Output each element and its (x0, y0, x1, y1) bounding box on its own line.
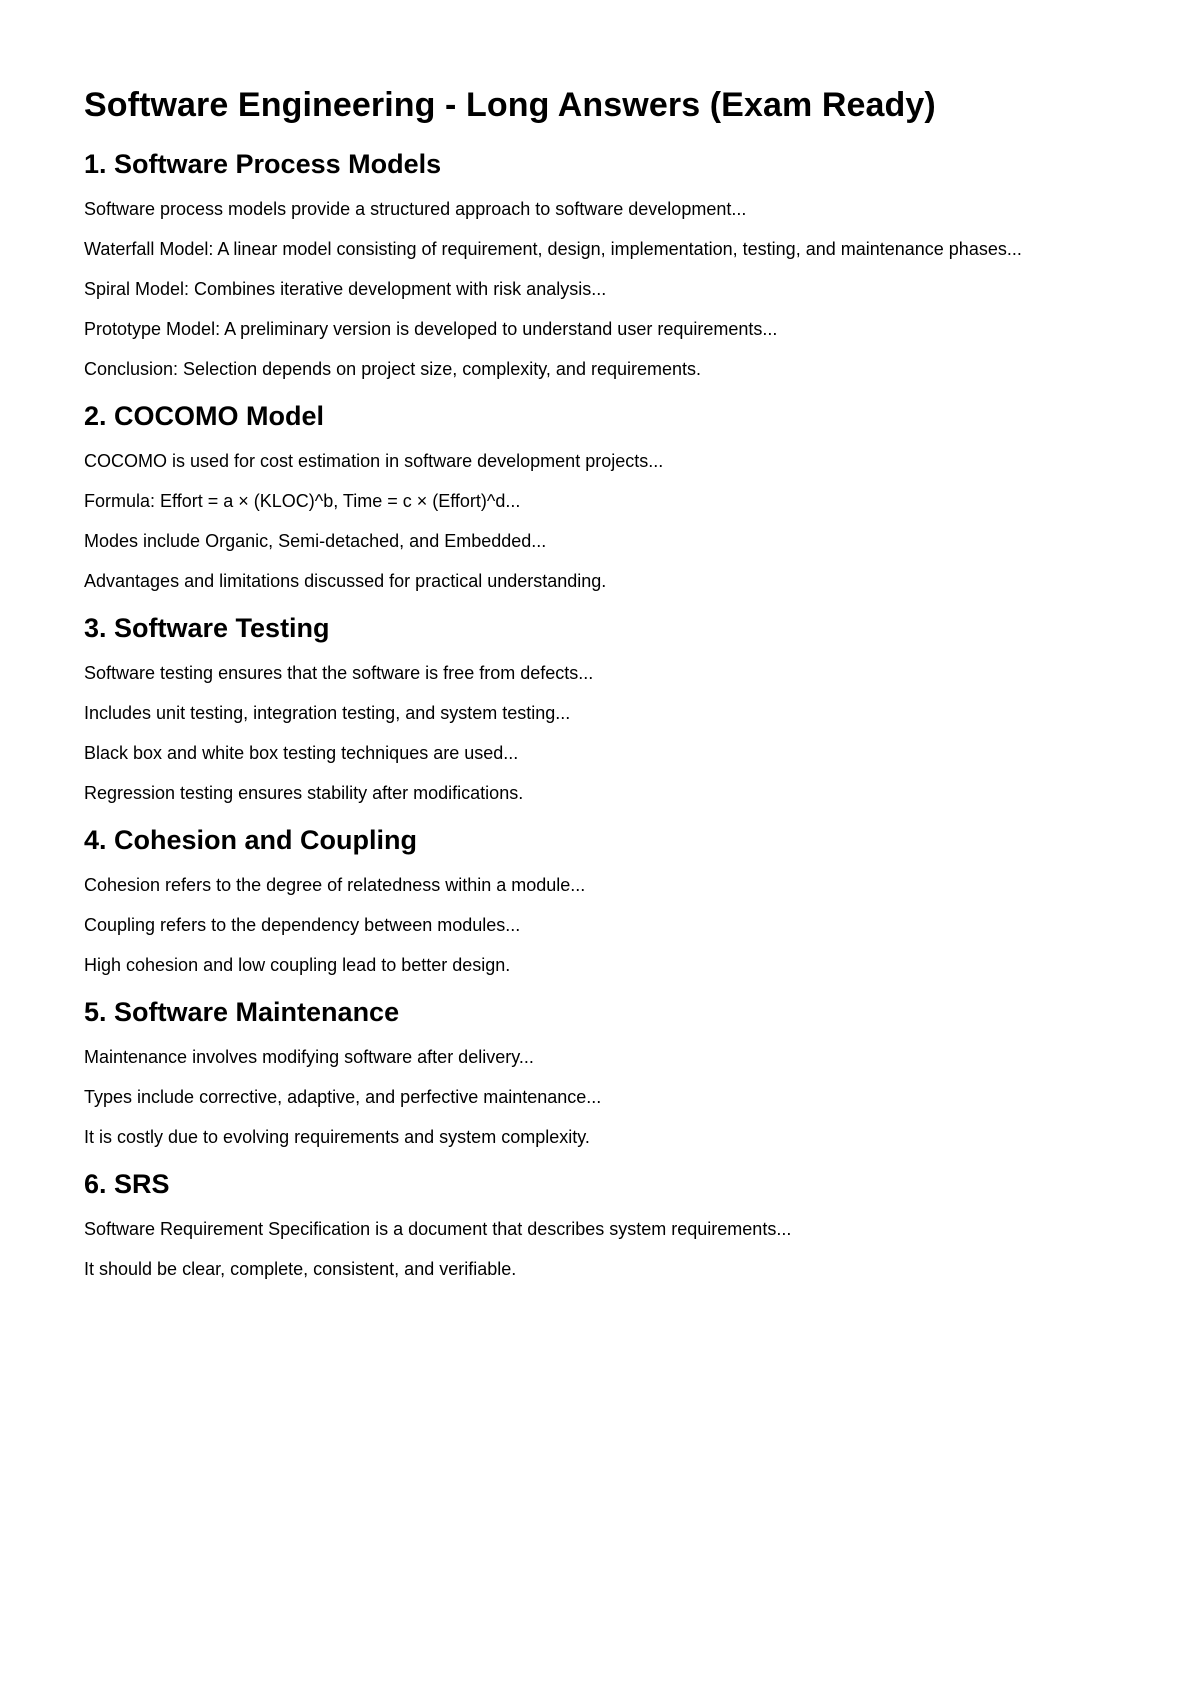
section-cocomo-model (84, 399, 1114, 595)
paragraph: It should be clear, complete, consistent, and verifiable. (84, 1259, 517, 1279)
section-software-testing (84, 611, 1114, 807)
paragraph: High cohesion and low coupling lead to better design. (84, 955, 511, 975)
section-software-maintenance (84, 995, 1114, 1151)
document-title: Software Engineering - Long Answers (Exam Ready) (84, 86, 936, 124)
paragraph: Includes unit testing, integration testing, and system testing... (84, 703, 571, 723)
document-page (84, 84, 1114, 1299)
paragraph: It is costly due to evolving requirements and system complexity. (84, 1127, 590, 1147)
paragraph: Waterfall Model: A linear model consisting of requirement, design, implementation, testing, and maintenance phases... (84, 239, 1022, 259)
section-srs (84, 1167, 1114, 1283)
paragraph: Modes include Organic, Semi-detached, and Embedded... (84, 531, 547, 551)
section-heading: 1. Software Process Models (84, 149, 442, 179)
paragraph: Maintenance involves modifying software after delivery... (84, 1047, 534, 1067)
paragraph: Black box and white box testing techniques are used... (84, 743, 519, 763)
paragraph: Prototype Model: A preliminary version is developed to understand user requirements... (84, 319, 778, 339)
paragraph: Regression testing ensures stability after modifications. (84, 783, 524, 803)
paragraph: COCOMO is used for cost estimation in software development projects... (84, 451, 664, 471)
paragraph: Spiral Model: Combines iterative development with risk analysis... (84, 279, 607, 299)
paragraph: Formula: Effort = a × (KLOC)^b, Time = c × (Effort)^d... (84, 491, 521, 511)
paragraph: Software process models provide a structured approach to software development... (84, 199, 747, 219)
section-heading: 6. SRS (84, 1169, 170, 1199)
paragraph: Software Requirement Specification is a document that describes system requirements... (84, 1219, 792, 1239)
section-heading: 4. Cohesion and Coupling (84, 825, 417, 855)
section-heading: 2. COCOMO Model (84, 401, 325, 431)
section-software-process-models (84, 147, 1114, 383)
section-heading: 3. Software Testing (84, 613, 330, 643)
paragraph: Cohesion refers to the degree of relatedness within a module... (84, 875, 586, 895)
paragraph: Coupling refers to the dependency between modules... (84, 915, 521, 935)
section-cohesion-and-coupling (84, 823, 1114, 979)
paragraph: Advantages and limitations discussed for practical understanding. (84, 571, 607, 591)
section-heading: 5. Software Maintenance (84, 997, 400, 1027)
paragraph: Software testing ensures that the software is free from defects... (84, 663, 594, 683)
paragraph: Types include corrective, adaptive, and perfective maintenance... (84, 1087, 602, 1107)
paragraph: Conclusion: Selection depends on project size, complexity, and requirements. (84, 359, 702, 379)
